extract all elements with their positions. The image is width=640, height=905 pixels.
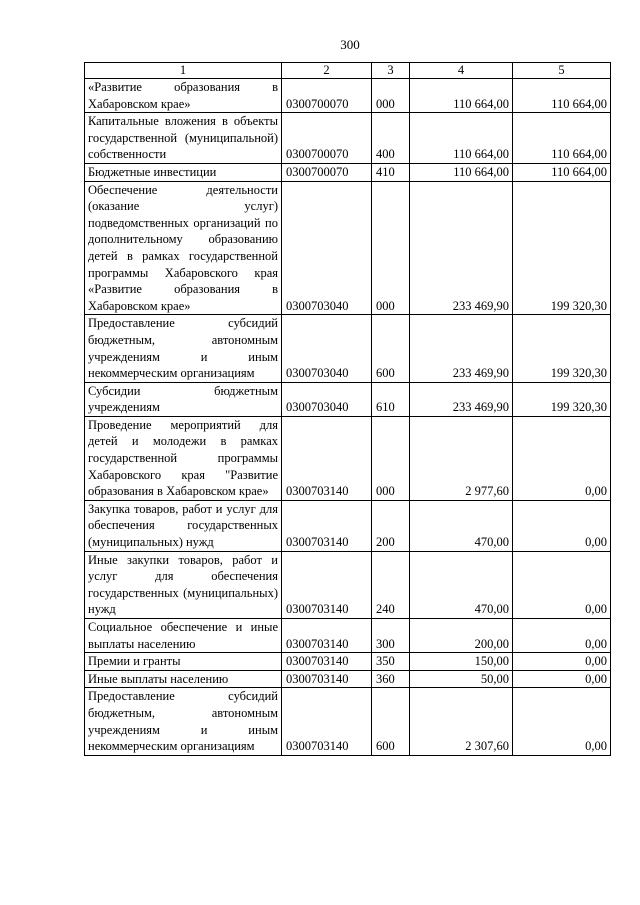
amount-col5-cell: 0,00: [513, 688, 611, 755]
amount-col4-cell: 470,00: [410, 551, 513, 618]
table-row: [85, 551, 611, 618]
table-row: [85, 79, 611, 113]
amount-col5-cell: 110 664,00: [513, 163, 611, 181]
amount-col4-cell: 2 307,60: [410, 688, 513, 755]
table-header-row: [85, 63, 611, 79]
amount-col4-cell: 233 469,90: [410, 181, 513, 315]
target-article-code-cell: 0300703140: [282, 551, 372, 618]
amount-col4-cell: 110 664,00: [410, 113, 513, 164]
expense-name-cell: Предоставление субсидий бюджетным, автономным учреждениям и иным некоммерческим организациям: [85, 688, 282, 755]
table-row: [85, 688, 611, 755]
expense-name-cell: Иные выплаты населению: [85, 670, 282, 688]
expense-name-cell: Капитальные вложения в объекты государственной (муниципальной) собственности: [85, 113, 282, 164]
target-article-code-cell: 0300703140: [282, 653, 372, 671]
amount-col5-cell: 110 664,00: [513, 79, 611, 113]
table-row: [85, 113, 611, 164]
amount-col4-cell: 233 469,90: [410, 315, 513, 382]
page-number: 300: [340, 37, 360, 52]
amount-col4-cell: 200,00: [410, 619, 513, 653]
expense-kind-cell: 200: [372, 500, 410, 551]
table-row: [85, 315, 611, 382]
amount-col5-cell: 0,00: [513, 551, 611, 618]
table-row: [85, 181, 611, 315]
amount-col5-cell: 110 664,00: [513, 113, 611, 164]
expense-name-cell: Бюджетные инвестиции: [85, 163, 282, 181]
amount-col5-cell: 199 320,30: [513, 315, 611, 382]
target-article-code-cell: 0300700070: [282, 163, 372, 181]
expense-kind-cell: 600: [372, 688, 410, 755]
expense-kind-cell: 360: [372, 670, 410, 688]
target-article-code-cell: 0300703040: [282, 315, 372, 382]
table-row: [85, 653, 611, 671]
column-header: 4: [410, 63, 513, 79]
expense-name-cell: Обеспечение деятельности (оказание услуг) подведомственных организаций по дополнительному образованию детей в рамках государственной программы Хабаровского края «Развитие образования в Хабаровском крае»: [85, 181, 282, 315]
target-article-code-cell: 0300703140: [282, 500, 372, 551]
target-article-code-cell: 0300703140: [282, 670, 372, 688]
expense-kind-cell: 350: [372, 653, 410, 671]
budget-table: [84, 62, 611, 756]
amount-col4-cell: 233 469,90: [410, 382, 513, 416]
target-article-code-cell: 0300703040: [282, 382, 372, 416]
amount-col5-cell: 0,00: [513, 619, 611, 653]
expense-kind-cell: 400: [372, 113, 410, 164]
expense-name-cell: Проведение мероприятий для детей и молодежи в рамках государственной программы Хабаровского края "Развитие образования в Хабаровском крае»: [85, 416, 282, 500]
amount-col4-cell: 110 664,00: [410, 163, 513, 181]
table-row: [85, 670, 611, 688]
expense-name-cell: Закупка товаров, работ и услуг для обеспечения государственных (муниципальных) нужд: [85, 500, 282, 551]
expense-kind-cell: 410: [372, 163, 410, 181]
expense-kind-cell: 610: [372, 382, 410, 416]
table-row: [85, 382, 611, 416]
amount-col5-cell: 0,00: [513, 500, 611, 551]
target-article-code-cell: 0300703140: [282, 619, 372, 653]
target-article-code-cell: 0300700070: [282, 79, 372, 113]
table-row: [85, 416, 611, 500]
target-article-code-cell: 0300703040: [282, 181, 372, 315]
amount-col5-cell: 199 320,30: [513, 181, 611, 315]
amount-col5-cell: 199 320,30: [513, 382, 611, 416]
expense-name-cell: Предоставление субсидий бюджетным, автономным учреждениям и иным некоммерческим организациям: [85, 315, 282, 382]
amount-col5-cell: 0,00: [513, 653, 611, 671]
expense-kind-cell: 600: [372, 315, 410, 382]
expense-name-cell: Субсидии бюджетным учреждениям: [85, 382, 282, 416]
amount-col5-cell: 0,00: [513, 416, 611, 500]
table-row: [85, 163, 611, 181]
expense-kind-cell: 300: [372, 619, 410, 653]
column-header: 1: [85, 63, 282, 79]
amount-col4-cell: 50,00: [410, 670, 513, 688]
amount-col4-cell: 110 664,00: [410, 79, 513, 113]
target-article-code-cell: 0300700070: [282, 113, 372, 164]
expense-kind-cell: 240: [372, 551, 410, 618]
expense-name-cell: Премии и гранты: [85, 653, 282, 671]
amount-col4-cell: 150,00: [410, 653, 513, 671]
amount-col4-cell: 470,00: [410, 500, 513, 551]
expense-kind-cell: 000: [372, 79, 410, 113]
column-header: 5: [513, 63, 611, 79]
target-article-code-cell: 0300703140: [282, 416, 372, 500]
expense-name-cell: «Развитие образования в Хабаровском крае»: [85, 79, 282, 113]
expense-name-cell: Иные закупки товаров, работ и услуг для обеспечения государственных (муниципальных) нужд: [85, 551, 282, 618]
amount-col5-cell: 0,00: [513, 670, 611, 688]
target-article-code-cell: 0300703140: [282, 688, 372, 755]
table-row: [85, 619, 611, 653]
column-header: 3: [372, 63, 410, 79]
amount-col4-cell: 2 977,60: [410, 416, 513, 500]
column-header: 2: [282, 63, 372, 79]
expense-name-cell: Социальное обеспечение и иные выплаты населению: [85, 619, 282, 653]
expense-kind-cell: 000: [372, 181, 410, 315]
table-row: [85, 500, 611, 551]
expense-kind-cell: 000: [372, 416, 410, 500]
